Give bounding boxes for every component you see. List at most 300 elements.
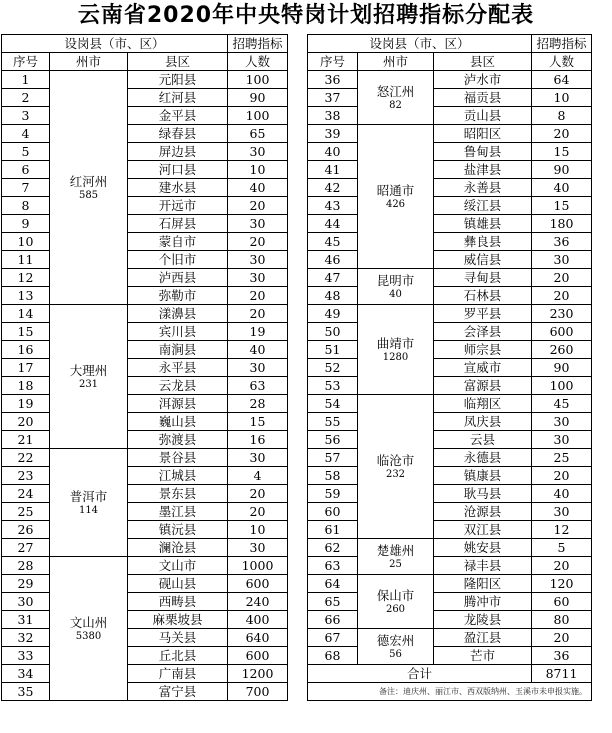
row-quota: 64: [532, 71, 592, 89]
row-county: 昭阳区: [434, 125, 532, 143]
city-cell: [358, 71, 434, 125]
row-seq: 40: [308, 143, 358, 161]
table-row: [2, 467, 288, 485]
row-quota: 25: [532, 449, 592, 467]
row-quota: 80: [532, 611, 592, 629]
city-name: 怒江州: [376, 83, 415, 99]
city-cell: [358, 305, 434, 395]
row-seq: 37: [308, 89, 358, 107]
row-quota: 5: [532, 539, 592, 557]
table-row: [2, 197, 288, 215]
row-quota: 19: [228, 323, 288, 341]
row-quota: 8: [532, 107, 592, 125]
table-row: [308, 125, 592, 143]
table-row: [2, 161, 288, 179]
row-quota: 30: [228, 449, 288, 467]
header-count: 人数: [228, 53, 288, 71]
row-county: 师宗县: [434, 341, 532, 359]
table-row: [2, 485, 288, 503]
table-row: [308, 557, 592, 575]
row-quota: 240: [228, 593, 288, 611]
row-seq: 23: [2, 467, 50, 485]
row-quota: 40: [532, 179, 592, 197]
row-seq: 42: [308, 179, 358, 197]
row-county: 宾川县: [128, 323, 228, 341]
row-seq: 28: [2, 557, 50, 575]
row-quota: 30: [532, 251, 592, 269]
row-quota: 120: [532, 575, 592, 593]
row-seq: 11: [2, 251, 50, 269]
row-seq: 43: [308, 197, 358, 215]
row-quota: 45: [532, 395, 592, 413]
row-seq: 59: [308, 485, 358, 503]
row-seq: 29: [2, 575, 50, 593]
row-county: 沧源县: [434, 503, 532, 521]
header-seq: 序号: [2, 53, 50, 71]
table-row: [2, 647, 288, 665]
row-county: 腾冲市: [434, 593, 532, 611]
city-total: 426: [385, 198, 406, 210]
row-county: 永善县: [434, 179, 532, 197]
row-seq: 41: [308, 161, 358, 179]
row-quota: 1200: [228, 665, 288, 683]
table-row: [308, 521, 592, 539]
table-row: [308, 215, 592, 233]
row-county: 金平县: [128, 107, 228, 125]
row-county: 罗平县: [434, 305, 532, 323]
table-row: [2, 413, 288, 431]
table-row: [308, 305, 592, 323]
row-seq: 46: [308, 251, 358, 269]
row-county: 富源县: [434, 377, 532, 395]
city-name: 楚雄州: [376, 542, 415, 558]
row-county: 开远市: [128, 197, 228, 215]
row-quota: 180: [532, 215, 592, 233]
table-row: [2, 359, 288, 377]
row-county: 威信县: [434, 251, 532, 269]
row-county: 南涧县: [128, 341, 228, 359]
row-quota: 40: [228, 341, 288, 359]
city-cell: [358, 575, 434, 629]
header-count: 人数: [532, 53, 592, 71]
total-label: 合计: [308, 665, 532, 683]
city-total: 40: [389, 288, 402, 300]
row-quota: 90: [532, 359, 592, 377]
row-quota: 15: [532, 143, 592, 161]
row-quota: 640: [228, 629, 288, 647]
row-county: 福贡县: [434, 89, 532, 107]
row-county: 绥江县: [434, 197, 532, 215]
row-seq: 6: [2, 161, 50, 179]
row-seq: 52: [308, 359, 358, 377]
row-county: 彝良县: [434, 233, 532, 251]
left-quota-table: [1, 34, 288, 701]
row-quota: 15: [532, 197, 592, 215]
row-county: 丘北县: [128, 647, 228, 665]
city-total: 585: [78, 189, 99, 201]
row-quota: 12: [532, 521, 592, 539]
row-quota: 20: [228, 305, 288, 323]
footnote: 备注：迪庆州、丽江市、西双版纳州、玉溪市未申报实施。: [308, 683, 592, 701]
row-quota: 20: [228, 503, 288, 521]
table-row: [308, 593, 592, 611]
row-county: 个旧市: [128, 251, 228, 269]
row-county: 姚安县: [434, 539, 532, 557]
row-seq: 38: [308, 107, 358, 125]
city-name: 德宏州: [376, 632, 415, 648]
row-quota: 10: [228, 521, 288, 539]
row-seq: 60: [308, 503, 358, 521]
table-row: [2, 593, 288, 611]
row-county: 广南县: [128, 665, 228, 683]
city-name: 红河州: [69, 173, 108, 189]
city-name: 昆明市: [376, 272, 415, 288]
row-quota: 1000: [228, 557, 288, 575]
city-name: 保山市: [376, 587, 415, 603]
row-quota: 230: [532, 305, 592, 323]
header-city: 州市: [50, 53, 128, 71]
row-county: 元阳县: [128, 71, 228, 89]
table-row: [2, 557, 288, 575]
row-quota: 90: [532, 161, 592, 179]
row-quota: 30: [228, 143, 288, 161]
table-row: [2, 575, 288, 593]
row-quota: 20: [228, 485, 288, 503]
row-county: 云县: [434, 431, 532, 449]
row-seq: 34: [2, 665, 50, 683]
table-row: [2, 611, 288, 629]
row-county: 镇沅县: [128, 521, 228, 539]
row-seq: 63: [308, 557, 358, 575]
row-seq: 55: [308, 413, 358, 431]
table-row: [308, 647, 592, 665]
table-row: [2, 539, 288, 557]
row-quota: 16: [228, 431, 288, 449]
row-county: 耿马县: [434, 485, 532, 503]
row-county: 红河县: [128, 89, 228, 107]
row-county: 巍山县: [128, 413, 228, 431]
row-seq: 66: [308, 611, 358, 629]
row-quota: 10: [228, 161, 288, 179]
header-quota: 招聘指标: [228, 35, 288, 53]
table-row: [2, 503, 288, 521]
table-row: [308, 467, 592, 485]
table-row: [308, 179, 592, 197]
table-row: [2, 683, 288, 701]
row-seq: 33: [2, 647, 50, 665]
row-seq: 39: [308, 125, 358, 143]
row-quota: 20: [532, 467, 592, 485]
row-county: 盈江县: [434, 629, 532, 647]
city-total: 231: [78, 378, 99, 390]
table-row: [308, 251, 592, 269]
row-county: 寻甸县: [434, 269, 532, 287]
table-row: [308, 377, 592, 395]
row-county: 西畴县: [128, 593, 228, 611]
city-name: 临沧市: [376, 452, 415, 468]
row-county: 景谷县: [128, 449, 228, 467]
city-total: 5380: [75, 630, 102, 642]
table-row: [2, 125, 288, 143]
table-row: [2, 251, 288, 269]
table-row: [2, 377, 288, 395]
row-seq: 17: [2, 359, 50, 377]
total-value: 8711: [532, 665, 592, 683]
row-seq: 51: [308, 341, 358, 359]
row-seq: 19: [2, 395, 50, 413]
table-row: [2, 305, 288, 323]
table-row: [2, 71, 288, 89]
row-seq: 56: [308, 431, 358, 449]
table-row: [308, 89, 592, 107]
row-county: 石林县: [434, 287, 532, 305]
row-quota: 20: [532, 557, 592, 575]
city-name: 大理州: [69, 362, 108, 378]
row-quota: 100: [532, 377, 592, 395]
row-county: 隆阳区: [434, 575, 532, 593]
row-county: 禄丰县: [434, 557, 532, 575]
row-seq: 62: [308, 539, 358, 557]
row-quota: 20: [532, 125, 592, 143]
row-county: 永德县: [434, 449, 532, 467]
header-quota: 招聘指标: [532, 35, 592, 53]
row-seq: 50: [308, 323, 358, 341]
table-row: [2, 107, 288, 125]
row-seq: 47: [308, 269, 358, 287]
city-cell: [50, 449, 128, 557]
row-county: 富宁县: [128, 683, 228, 701]
header-county: 县区: [434, 53, 532, 71]
row-county: 文山市: [128, 557, 228, 575]
row-quota: 600: [228, 575, 288, 593]
table-row: [2, 179, 288, 197]
row-seq: 25: [2, 503, 50, 521]
table-row: [308, 503, 592, 521]
city-name: 昭通市: [376, 182, 415, 198]
table-row: [308, 539, 592, 557]
table-row: [308, 233, 592, 251]
row-seq: 5: [2, 143, 50, 161]
row-seq: 64: [308, 575, 358, 593]
row-quota: 36: [532, 647, 592, 665]
row-seq: 32: [2, 629, 50, 647]
city-cell: [50, 305, 128, 449]
table-row: [308, 431, 592, 449]
row-seq: 21: [2, 431, 50, 449]
table-row: [308, 161, 592, 179]
row-quota: 20: [228, 197, 288, 215]
row-seq: 16: [2, 341, 50, 359]
header-city: 州市: [358, 53, 434, 71]
header-setup-county: 设岗县（市、区）: [308, 35, 532, 53]
row-quota: 28: [228, 395, 288, 413]
city-cell: [358, 539, 434, 575]
row-county: 芒市: [434, 647, 532, 665]
row-county: 麻栗坡县: [128, 611, 228, 629]
city-total: 232: [385, 468, 406, 480]
row-quota: 4: [228, 467, 288, 485]
table-row: [308, 143, 592, 161]
row-quota: 36: [532, 233, 592, 251]
row-county: 绿春县: [128, 125, 228, 143]
row-seq: 48: [308, 287, 358, 305]
row-quota: 90: [228, 89, 288, 107]
right-quota-table: [307, 34, 592, 701]
row-seq: 68: [308, 647, 358, 665]
header-county: 县区: [128, 53, 228, 71]
row-seq: 27: [2, 539, 50, 557]
row-quota: 30: [228, 359, 288, 377]
table-row: [2, 629, 288, 647]
row-county: 景东县: [128, 485, 228, 503]
row-seq: 13: [2, 287, 50, 305]
row-county: 镇雄县: [434, 215, 532, 233]
row-county: 江城县: [128, 467, 228, 485]
row-quota: 100: [228, 107, 288, 125]
row-seq: 22: [2, 449, 50, 467]
row-seq: 54: [308, 395, 358, 413]
table-row: [2, 89, 288, 107]
table-row: [308, 197, 592, 215]
row-quota: 100: [228, 71, 288, 89]
row-seq: 20: [2, 413, 50, 431]
city-cell: [358, 269, 434, 305]
row-quota: 15: [228, 413, 288, 431]
row-county: 弥勒市: [128, 287, 228, 305]
table-row: [308, 449, 592, 467]
row-seq: 12: [2, 269, 50, 287]
table-row: [2, 287, 288, 305]
table-row: [308, 395, 592, 413]
row-county: 屏边县: [128, 143, 228, 161]
table-row: [308, 413, 592, 431]
row-seq: 1: [2, 71, 50, 89]
row-seq: 44: [308, 215, 358, 233]
row-county: 墨江县: [128, 503, 228, 521]
row-seq: 35: [2, 683, 50, 701]
row-seq: 53: [308, 377, 358, 395]
row-seq: 67: [308, 629, 358, 647]
row-county: 砚山县: [128, 575, 228, 593]
city-cell: [358, 125, 434, 269]
row-quota: 30: [532, 503, 592, 521]
row-county: 双江县: [434, 521, 532, 539]
row-seq: 14: [2, 305, 50, 323]
row-quota: 40: [532, 485, 592, 503]
row-quota: 30: [228, 215, 288, 233]
row-quota: 63: [228, 377, 288, 395]
row-county: 石屏县: [128, 215, 228, 233]
table-row: [308, 341, 592, 359]
table-row: [2, 665, 288, 683]
table-row: [2, 233, 288, 251]
row-quota: 20: [532, 287, 592, 305]
row-county: 漾濞县: [128, 305, 228, 323]
row-seq: 7: [2, 179, 50, 197]
row-seq: 9: [2, 215, 50, 233]
city-cell: [358, 395, 434, 539]
header-seq: 序号: [308, 53, 358, 71]
table-row: [308, 611, 592, 629]
city-cell: [50, 71, 128, 305]
row-county: 宣威市: [434, 359, 532, 377]
table-row: [2, 215, 288, 233]
city-total: 82: [389, 99, 402, 111]
row-seq: 58: [308, 467, 358, 485]
row-seq: 45: [308, 233, 358, 251]
table-row: [308, 71, 592, 89]
city-name: 曲靖市: [376, 335, 415, 351]
row-seq: 49: [308, 305, 358, 323]
city-total: 114: [78, 504, 99, 516]
city-total: 260: [385, 603, 406, 615]
table-row: [308, 629, 592, 647]
row-quota: 600: [532, 323, 592, 341]
header-setup-county: 设岗县（市、区）: [2, 35, 228, 53]
row-seq: 4: [2, 125, 50, 143]
table-row: [2, 323, 288, 341]
row-quota: 30: [532, 413, 592, 431]
table-row: [308, 485, 592, 503]
table-row: [2, 269, 288, 287]
row-seq: 24: [2, 485, 50, 503]
row-county: 贡山县: [434, 107, 532, 125]
row-quota: 30: [228, 269, 288, 287]
table-row: [2, 449, 288, 467]
row-county: 龙陵县: [434, 611, 532, 629]
row-county: 弥渡县: [128, 431, 228, 449]
city-cell: [358, 629, 434, 665]
row-county: 鲁甸县: [434, 143, 532, 161]
row-county: 澜沧县: [128, 539, 228, 557]
row-quota: 600: [228, 647, 288, 665]
row-seq: 30: [2, 593, 50, 611]
table-row: [2, 143, 288, 161]
row-seq: 18: [2, 377, 50, 395]
table-row: [308, 269, 592, 287]
row-seq: 2: [2, 89, 50, 107]
row-seq: 57: [308, 449, 358, 467]
row-county: 建水县: [128, 179, 228, 197]
row-seq: 31: [2, 611, 50, 629]
row-seq: 26: [2, 521, 50, 539]
row-quota: 700: [228, 683, 288, 701]
row-county: 盐津县: [434, 161, 532, 179]
row-county: 蒙自市: [128, 233, 228, 251]
row-quota: 400: [228, 611, 288, 629]
city-name: 普洱市: [69, 488, 108, 504]
city-total: 25: [389, 558, 402, 570]
row-county: 河口县: [128, 161, 228, 179]
row-county: 洱源县: [128, 395, 228, 413]
table-row: [308, 575, 592, 593]
row-county: 临翔区: [434, 395, 532, 413]
table-row: [2, 431, 288, 449]
row-quota: 30: [228, 539, 288, 557]
row-county: 会泽县: [434, 323, 532, 341]
row-seq: 65: [308, 593, 358, 611]
table-row: [2, 395, 288, 413]
row-quota: 10: [532, 89, 592, 107]
city-total: 1280: [382, 351, 409, 363]
row-quota: 60: [532, 593, 592, 611]
page-title: 云南省2020年中央特岗计划招聘指标分配表: [77, 3, 535, 28]
row-quota: 20: [532, 629, 592, 647]
row-county: 泸西县: [128, 269, 228, 287]
row-county: 凤庆县: [434, 413, 532, 431]
row-county: 永平县: [128, 359, 228, 377]
row-quota: 65: [228, 125, 288, 143]
